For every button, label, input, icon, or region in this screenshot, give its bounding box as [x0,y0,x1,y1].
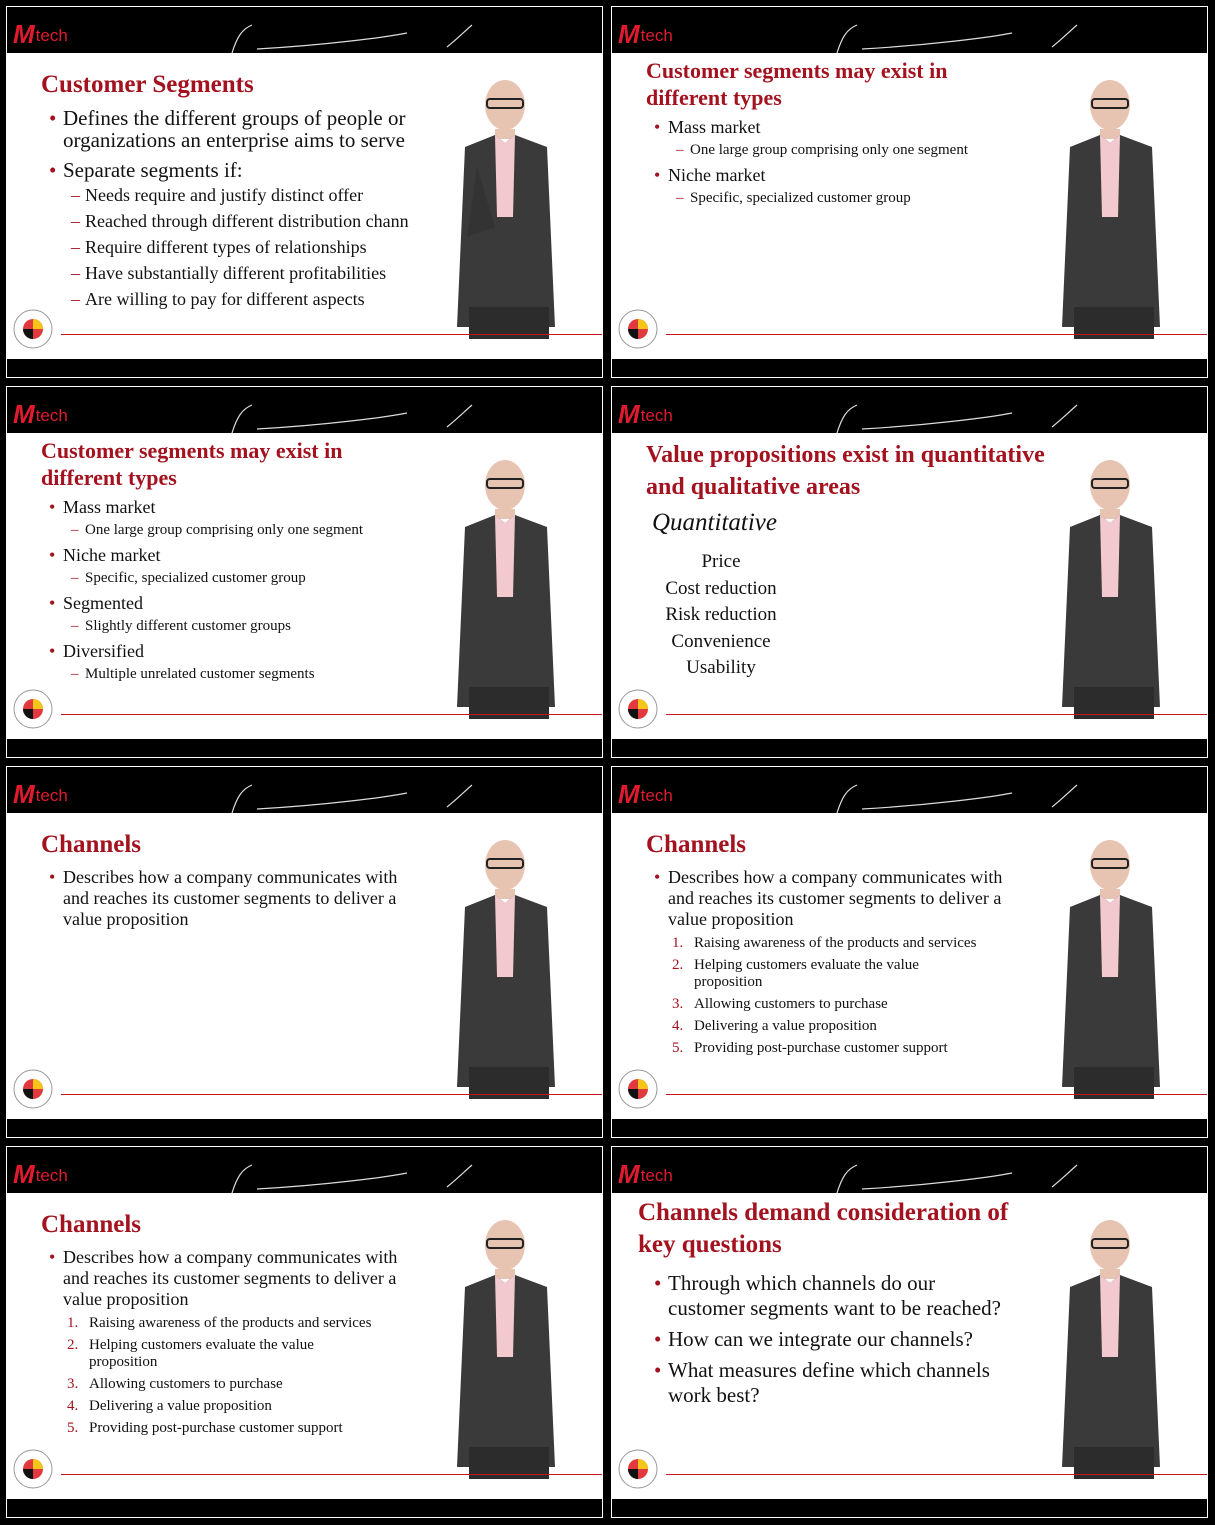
swoosh-decoration [612,1147,1208,1193]
sub-bullet: – Require different types of relationships [49,236,449,259]
slide-title: Channels demand consideration of key questions [638,1199,1009,1258]
numbered-item: 3. Allowing customers to purchase [672,996,888,1012]
sub-bullet: – One large group comprising only one segment [654,141,1034,159]
mtech-logo: M tech [13,19,68,49]
video-frame-6[interactable] [611,766,1208,1138]
umd-seal-icon [618,689,658,729]
frame-footer-bar [612,739,1207,757]
bullet: • Niche market [49,545,429,566]
bullet: • Niche market [654,165,1034,186]
frame-header-bar [7,767,602,813]
frame-header-bar [7,387,602,433]
divider-line [666,1094,1207,1095]
swoosh-decoration [7,1147,603,1193]
slide-content [49,103,449,311]
slide-value-propositions [612,433,1207,741]
bullet: • Describes how a company communicates with and reaches its customer segments to deliver a value proposition [49,1247,413,1310]
divider-line [666,1474,1207,1475]
mtech-logo: M tech [13,779,68,809]
mtech-logo: M tech [618,1159,673,1189]
presenter-image [437,1217,597,1479]
slide-customer-segments [7,53,602,361]
presenter-image [437,77,597,339]
divider-line [666,714,1207,715]
divider-line [666,334,1207,335]
sub-bullet: – Are willing to pay for different aspects [49,288,449,311]
umd-seal-icon [618,1449,658,1489]
slide-segment-types-full [7,433,602,741]
mtech-logo: M tech [618,19,673,49]
umd-seal-icon [13,1069,53,1109]
divider-line [61,1094,602,1095]
presenter-image [1042,77,1202,339]
frame-header-bar [612,387,1207,433]
frame-footer-bar [7,1499,602,1517]
slide-title: Channels [41,831,142,858]
frame-header-bar [7,1147,602,1193]
presenter-image [1042,1217,1202,1479]
bullet: • Describes how a company communicates with and reaches its customer segments to deliver a value proposition [654,867,1018,930]
bullet: • Mass market [654,117,1034,138]
bullet: • How can we integrate our channels? [654,1327,1004,1352]
numbered-item: 4. Delivering a value proposition [67,1398,272,1414]
sub-bullet: – Specific, specialized customer group [654,189,1034,207]
sub-bullet: – Reached through different distribution chann [49,210,449,233]
frame-footer-bar [612,1499,1207,1517]
numbered-item: 4. Delivering a value proposition [672,1018,877,1034]
frame-footer-bar [7,359,602,377]
frame-footer-bar [612,1119,1207,1137]
list-item: Usability [686,657,756,678]
list-item: Risk reduction [665,604,777,625]
swoosh-decoration [612,767,1208,813]
presenter-image [437,837,597,1099]
sub-bullet: – One large group comprising only one segment [49,521,429,539]
umd-seal-icon [618,1069,658,1109]
presenter-image [1042,837,1202,1099]
video-frame-4[interactable] [611,386,1208,758]
frame-header-bar [612,7,1207,53]
slide-content [654,865,1034,1057]
bullet: • Diversified [49,641,429,662]
divider-line [61,1474,602,1475]
frame-header-bar [612,1147,1207,1193]
list-item: Price [701,551,741,572]
slide-title: Customer Segments [41,71,254,98]
list-item: Cost reduction [665,577,777,599]
numbered-item: 1. Raising awareness of the products and services [67,1315,372,1331]
slide-channels-steps [612,813,1207,1121]
swoosh-decoration [7,387,603,433]
slide-channels [7,813,602,1121]
video-frame-8[interactable] [611,1146,1208,1518]
bullet: • Defines the different groups of people or organizations an enterprise aims to serve [49,107,449,151]
presenter-image [1042,457,1202,719]
slide-segment-types [612,53,1207,361]
slide-title: Value propositions exist in quantitative and qualitative areas [646,442,1045,500]
slide-channels-questions [612,1193,1207,1501]
frame-footer-bar [7,739,602,757]
numbered-item: 5. Providing post-purchase customer support [67,1420,343,1436]
video-frame-3[interactable] [6,386,603,758]
swoosh-decoration [7,7,603,53]
slide-content [654,1267,1004,1408]
sub-bullet: – Multiple unrelated customer segments [49,665,429,683]
slide-title: Channels [646,831,747,858]
divider-line [61,714,602,715]
numbered-item: 5. Providing post-purchase customer support [672,1040,948,1056]
quantitative-heading: Quantitative [652,509,777,536]
list-item: Convenience [671,630,771,652]
numbered-item: 3. Allowing customers to purchase [67,1376,283,1392]
slide-title: Customer segments may exist in different types [41,438,343,490]
bullet: • Through which channels do our customer segments want to be reached? [654,1271,1004,1321]
sub-bullet: – Needs require and justify distinct offer [49,184,449,207]
quantitative-list [656,549,786,682]
slide-content [49,1245,429,1437]
mtech-logo: M tech [618,779,673,809]
slide-title: Customer segments may exist in different types [646,58,948,110]
mtech-logo: M tech [13,1159,68,1189]
mtech-logo: M tech [618,399,673,429]
slide-channels-steps [7,1193,602,1501]
video-frame-1[interactable] [6,6,603,378]
bullet: • Separate segments if: [49,159,449,181]
numbered-item: 2. Helping customers evaluate the value proposition [67,1337,314,1370]
swoosh-decoration [612,387,1208,433]
sub-bullet: – Specific, specialized customer group [49,569,429,587]
slide-content [49,865,409,930]
slide-content [49,495,429,683]
bullet: • Segmented [49,593,429,614]
mtech-logo: M tech [13,399,68,429]
numbered-item: 2. Helping customers evaluate the value proposition [672,957,919,990]
video-frame-2[interactable] [611,6,1208,378]
frame-footer-bar [612,359,1207,377]
frame-footer-bar [7,1119,602,1137]
sub-bullet: – Slightly different customer groups [49,617,429,635]
divider-line [61,334,602,335]
video-frame-5[interactable] [6,766,603,1138]
swoosh-decoration [612,7,1208,53]
bullet: • What measures define which channels work best? [654,1358,1004,1408]
umd-seal-icon [13,689,53,729]
sub-bullet: – Have substantially different profitabilities [49,262,449,285]
frame-header-bar [7,7,602,53]
bullet: • Mass market [49,497,429,518]
frame-header-bar [612,767,1207,813]
presenter-image [437,457,597,719]
video-frame-7[interactable] [6,1146,603,1518]
umd-seal-icon [13,1449,53,1489]
umd-seal-icon [618,309,658,349]
swoosh-decoration [7,767,603,813]
umd-seal-icon [13,309,53,349]
slide-title: Channels [41,1211,142,1238]
numbered-item: 1. Raising awareness of the products and services [672,935,977,951]
bullet: • Describes how a company communicates with and reaches its customer segments to deliver a value proposition [49,867,409,930]
slide-content [654,115,1034,207]
